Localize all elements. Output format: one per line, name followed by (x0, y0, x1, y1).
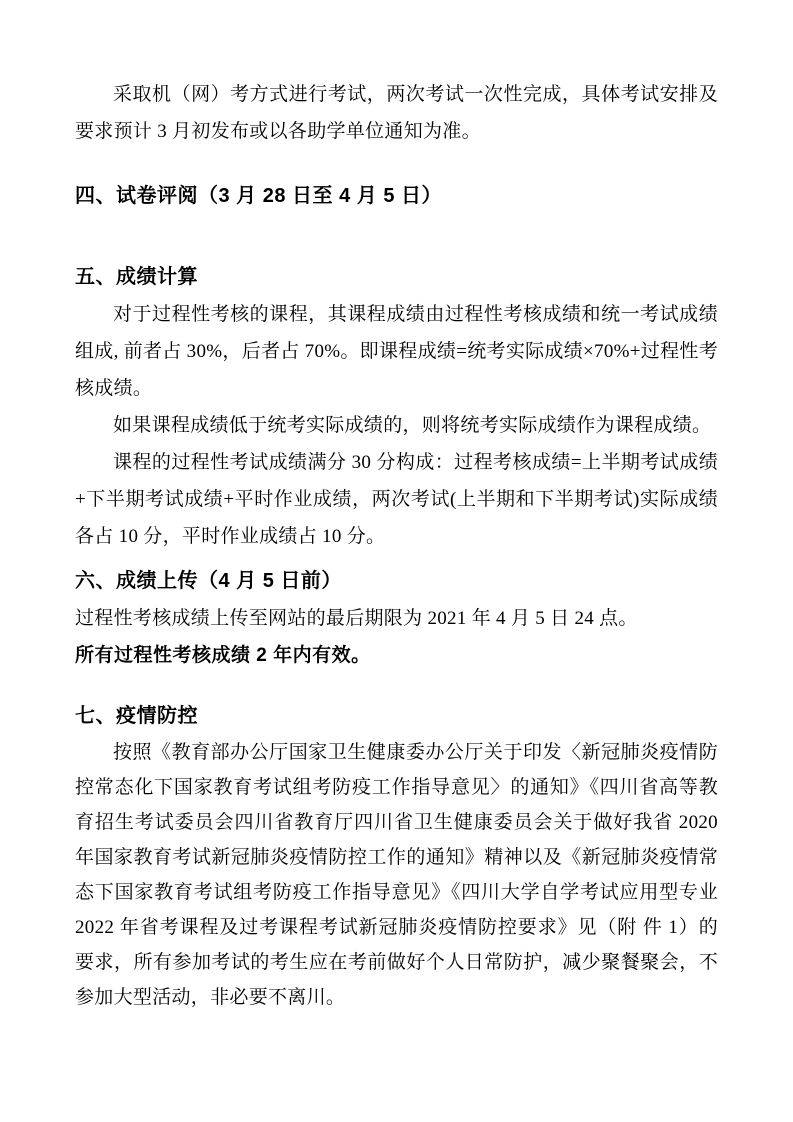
section-5-heading: 五、成绩计算 (75, 266, 198, 288)
section-6-deadline-paragraph: 过程性考核成绩上传至网站的最后期限为 2021 年 4 月 5 日 24 点。 (75, 608, 638, 629)
section-7-paragraph-1: 按照《教育部办公厅国家卫生健康委办公厅关于印发〈新冠肺炎疫情防控常态化下国家教育考试组考防疫工作指导意见〉的通知》《四川省高等教育招生考试委员会四川省教育厅四川省卫生健康委员会关于做好我省 2020 年国家教育考试新冠肺炎疫情防控工作的通知》精神以及《新冠肺炎疫情常态下国家教育考试组考防疫工作指导意见》《四川大学自学考试应用型专业 2022 年省考课程及过考课程考试新冠肺炎疫情防控要求》见（附 件 1）的要求，所有参加考试的考生应在考前做好个人日常防护，减少聚餐聚会，不参加大型活动，非必要不离川。 (75, 742, 718, 1008)
section-5-paragraph-2: 如果课程成绩低于统考实际成绩的，则将统考实际成绩作为课程成绩。 (113, 415, 712, 436)
section-6-validity-note: 所有过程性考核成绩 2 年内有效。 (75, 645, 371, 666)
section-5-paragraph-3: 课程的过程性考试成绩满分 30 分构成：过程考核成绩=上半期考试成绩+下半期考试成绩+平时作业成绩，两次考试(上半期和下半期考试)实际成绩各占 10 分，平时作业成绩占 10 分。 (75, 452, 718, 547)
section-6-heading: 六、成绩上传（4 月 5 日前） (75, 570, 342, 592)
section-7-heading: 七、疫情防控 (75, 705, 198, 727)
document-content (75, 76, 718, 1015)
intro-paragraph: 采取机（网）考方式进行考试，两次考试一次性完成，具体考试安排及要求预计 3 月初发布或以各助学单位通知为准。 (75, 84, 718, 142)
section-4-heading: 四、试卷评阅（3 月 28 日至 4 月 5 日） (75, 185, 443, 207)
section-5-paragraph-1: 对于过程性考核的课程，其课程成绩由过程性考核成绩和统一考试成绩组成, 前者占 30%，后者占 70%。即课程成绩=统考实际成绩×70%+过程性考核成绩。 (75, 304, 718, 399)
